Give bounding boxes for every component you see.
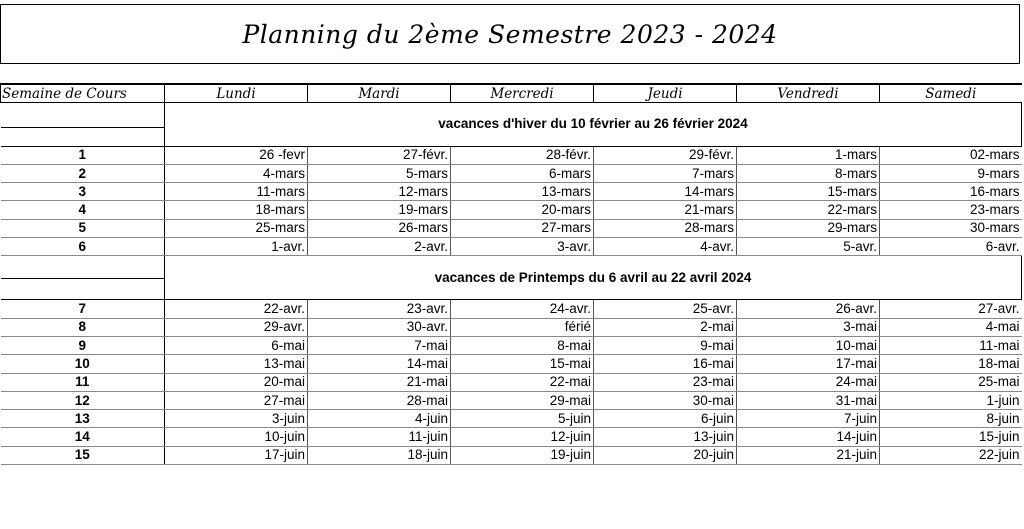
week-number: 12 <box>1 391 165 409</box>
date-cell: 23-mars <box>880 201 1022 219</box>
date-cell: 22-mai <box>451 373 594 391</box>
page-title: Planning du 2ème Semestre 2023 - 2024 <box>0 4 1020 64</box>
date-cell: 9-mai <box>594 336 737 354</box>
date-cell: 14-juin <box>737 428 880 446</box>
vacances-hiver-banner: vacances d'hiver du 10 février au 26 février 2024 <box>165 103 1022 146</box>
date-cell: 3-mai <box>737 318 880 336</box>
blank-week-cell <box>1 103 165 128</box>
vacances-printemps-row <box>1 256 1022 279</box>
date-cell: 28-mars <box>594 219 737 237</box>
date-cell: 23-mai <box>594 373 737 391</box>
date-cell: 29-avr. <box>165 318 308 336</box>
date-cell: 5-juin <box>451 410 594 428</box>
header-samedi: Samedi <box>880 84 1022 103</box>
table-row <box>1 219 1022 237</box>
vacances-printemps-banner: vacances de Printemps du 6 avril au 22 avril 2024 <box>165 256 1022 300</box>
date-cell: 19-juin <box>451 446 594 464</box>
planning-table <box>0 83 1022 465</box>
date-cell: 4-juin <box>308 410 451 428</box>
date-cell: 26-mars <box>308 219 451 237</box>
header-jeudi: Jeudi <box>594 84 737 103</box>
header-semaine: Semaine de Cours <box>1 84 165 103</box>
date-cell: 21-juin <box>737 446 880 464</box>
table-row <box>1 146 1022 164</box>
date-cell: 29-févr. <box>594 146 737 164</box>
blank-week-cell <box>1 279 165 300</box>
week-number: 9 <box>1 336 165 354</box>
date-cell: 2-mai <box>594 318 737 336</box>
date-cell: 6-mars <box>451 164 594 182</box>
header-lundi: Lundi <box>165 84 308 103</box>
date-cell: 27-avr. <box>880 300 1022 318</box>
date-cell: 15-juin <box>880 428 1022 446</box>
table-row <box>1 318 1022 336</box>
date-cell: 24-mai <box>737 373 880 391</box>
date-cell: 20-mai <box>165 373 308 391</box>
week-number: 15 <box>1 446 165 464</box>
table-row <box>1 201 1022 219</box>
date-cell: 31-mai <box>737 391 880 409</box>
date-cell: 2-avr. <box>308 238 451 256</box>
date-cell: 22-juin <box>880 446 1022 464</box>
date-cell: 10-juin <box>165 428 308 446</box>
date-cell: férié <box>451 318 594 336</box>
week-number: 3 <box>1 183 165 201</box>
week-number: 11 <box>1 373 165 391</box>
date-cell: 27-mars <box>451 219 594 237</box>
date-cell: 21-mai <box>308 373 451 391</box>
week-number: 14 <box>1 428 165 446</box>
date-cell: 3-avr. <box>451 238 594 256</box>
date-cell: 26 -fevr <box>165 146 308 164</box>
date-cell: 23-avr. <box>308 300 451 318</box>
date-cell: 16-mai <box>594 355 737 373</box>
header-mardi: Mardi <box>308 84 451 103</box>
date-cell: 11-juin <box>308 428 451 446</box>
date-cell: 20-juin <box>594 446 737 464</box>
date-cell: 1-juin <box>880 391 1022 409</box>
date-cell: 14-mars <box>594 183 737 201</box>
week-number: 5 <box>1 219 165 237</box>
date-cell: 13-mars <box>451 183 594 201</box>
week-number: 1 <box>1 146 165 164</box>
table-row <box>1 238 1022 256</box>
date-cell: 18-mars <box>165 201 308 219</box>
table-row <box>1 336 1022 354</box>
date-cell: 12-juin <box>451 428 594 446</box>
date-cell: 24-avr. <box>451 300 594 318</box>
date-cell: 6-juin <box>594 410 737 428</box>
week-number: 2 <box>1 164 165 182</box>
blank-week-cell <box>1 128 165 146</box>
week-number: 13 <box>1 410 165 428</box>
date-cell: 10-mai <box>737 336 880 354</box>
header-mercredi: Mercredi <box>451 84 594 103</box>
date-cell: 8-mai <box>451 336 594 354</box>
date-cell: 1-mars <box>737 146 880 164</box>
date-cell: 4-avr. <box>594 238 737 256</box>
date-cell: 1-avr. <box>165 238 308 256</box>
table-row <box>1 410 1022 428</box>
date-cell: 30-avr. <box>308 318 451 336</box>
week-number: 7 <box>1 300 165 318</box>
date-cell: 5-avr. <box>737 238 880 256</box>
date-cell: 25-mars <box>165 219 308 237</box>
date-cell: 19-mars <box>308 201 451 219</box>
table-row <box>1 183 1022 201</box>
week-number: 4 <box>1 201 165 219</box>
table-row <box>1 355 1022 373</box>
table-row <box>1 164 1022 182</box>
date-cell: 4-mars <box>165 164 308 182</box>
date-cell: 7-mars <box>594 164 737 182</box>
date-cell: 3-juin <box>165 410 308 428</box>
date-cell: 6-mai <box>165 336 308 354</box>
date-cell: 13-mai <box>165 355 308 373</box>
date-cell: 29-mars <box>737 219 880 237</box>
week-number: 6 <box>1 238 165 256</box>
date-cell: 13-juin <box>594 428 737 446</box>
table-row <box>1 300 1022 318</box>
date-cell: 18-juin <box>308 446 451 464</box>
week-number: 10 <box>1 355 165 373</box>
date-cell: 12-mars <box>308 183 451 201</box>
date-cell: 17-juin <box>165 446 308 464</box>
date-cell: 30-mai <box>594 391 737 409</box>
header-vendredi: Vendredi <box>737 84 880 103</box>
date-cell: 26-avr. <box>737 300 880 318</box>
date-cell: 16-mars <box>880 183 1022 201</box>
date-cell: 20-mars <box>451 201 594 219</box>
vacances-hiver-row <box>1 103 1022 128</box>
date-cell: 17-mai <box>737 355 880 373</box>
date-cell: 29-mai <box>451 391 594 409</box>
date-cell: 8-mars <box>737 164 880 182</box>
date-cell: 8-juin <box>880 410 1022 428</box>
blank-week-cell <box>1 256 165 279</box>
date-cell: 02-mars <box>880 146 1022 164</box>
date-cell: 7-mai <box>308 336 451 354</box>
date-cell: 22-mars <box>737 201 880 219</box>
date-cell: 27-févr. <box>308 146 451 164</box>
date-cell: 7-juin <box>737 410 880 428</box>
date-cell: 9-mars <box>880 164 1022 182</box>
date-cell: 28-mai <box>308 391 451 409</box>
date-cell: 25-mai <box>880 373 1022 391</box>
date-cell: 30-mars <box>880 219 1022 237</box>
table-row <box>1 446 1022 464</box>
date-cell: 28-févr. <box>451 146 594 164</box>
date-cell: 18-mai <box>880 355 1022 373</box>
date-cell: 25-avr. <box>594 300 737 318</box>
date-cell: 6-avr. <box>880 238 1022 256</box>
date-cell: 15-mars <box>737 183 880 201</box>
date-cell: 27-mai <box>165 391 308 409</box>
date-cell: 15-mai <box>451 355 594 373</box>
date-cell: 11-mai <box>880 336 1022 354</box>
header-row <box>1 84 1022 103</box>
date-cell: 4-mai <box>880 318 1022 336</box>
date-cell: 22-avr. <box>165 300 308 318</box>
table-row <box>1 373 1022 391</box>
date-cell: 21-mars <box>594 201 737 219</box>
week-number: 8 <box>1 318 165 336</box>
date-cell: 5-mars <box>308 164 451 182</box>
table-row <box>1 428 1022 446</box>
date-cell: 11-mars <box>165 183 308 201</box>
date-cell: 14-mai <box>308 355 451 373</box>
table-row <box>1 391 1022 409</box>
